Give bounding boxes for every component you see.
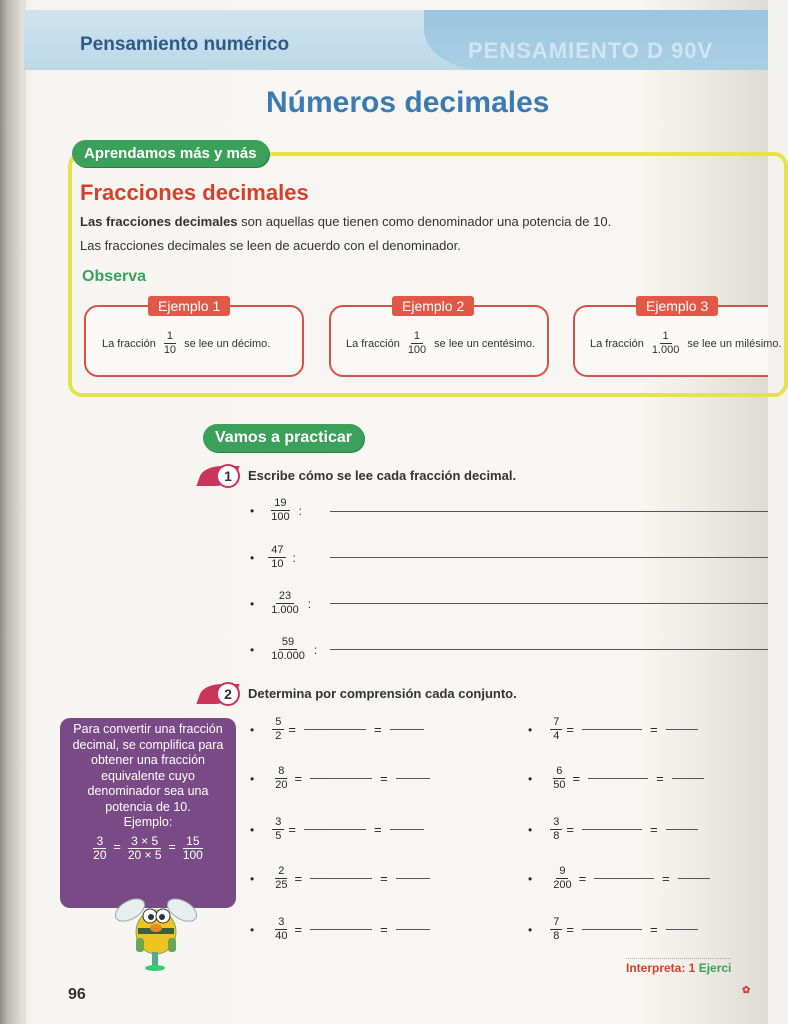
example-prefix: La fracción (590, 337, 644, 350)
answer-line-2[interactable] (330, 557, 768, 558)
bullet: • (528, 771, 533, 786)
exercise-2-right-5 (528, 916, 702, 943)
answer-blank[interactable] (396, 878, 430, 879)
bullet: • (528, 871, 533, 886)
learn-pill: Aprendamos más y más (72, 140, 269, 167)
exercise-2-right-3 (528, 816, 702, 843)
fraction-numerator: 3 (550, 816, 562, 830)
exercise-1-item-4 (250, 636, 317, 663)
equals-sign: = (649, 822, 658, 837)
fraction-denominator: 20 (93, 847, 107, 862)
tip-bubble (60, 718, 236, 908)
fraction-denominator: 8 (553, 930, 560, 942)
eq-fraction (550, 716, 562, 743)
answer-blank[interactable] (672, 778, 704, 779)
fraction-denominator: 100 (182, 847, 203, 862)
example-suffix: se lee un centésimo. (434, 337, 536, 350)
interpreta-label: Interpreta: 1 (626, 961, 696, 975)
fraction-numerator: 9 (556, 865, 568, 879)
example-suffix: se lee un décimo. (184, 337, 271, 350)
answer-blank[interactable] (582, 829, 642, 830)
answer-blank[interactable] (666, 829, 698, 830)
answer-line-1[interactable] (330, 511, 768, 512)
example-tag-2: Ejemplo 2 (392, 296, 474, 316)
bullet: • (528, 822, 533, 837)
exercise-number: 1 (216, 464, 240, 488)
fraction-numerator: 5 (272, 716, 284, 730)
answer-blank[interactable] (666, 929, 698, 930)
lesson-paragraph-1 (80, 214, 611, 229)
colon: : (307, 596, 312, 611)
competency-footer (626, 958, 731, 975)
eq-fraction (272, 865, 290, 892)
bullet: • (250, 771, 255, 786)
eq-fraction (272, 765, 290, 792)
example-prefix: La fracción (102, 337, 156, 350)
exercise-2-instruction: Determina por comprensión cada conjunto. (248, 686, 517, 701)
eq-fraction (272, 916, 290, 943)
answer-blank[interactable] (582, 729, 642, 730)
fraction-numerator: 3 (272, 816, 284, 830)
equals-sign: = (566, 822, 574, 837)
fraction-denominator: 1.000 (651, 344, 680, 356)
equals-sign: = (373, 822, 382, 837)
section-title: Pensamiento numérico (80, 34, 290, 55)
fraction-numerator: 3 (93, 835, 106, 849)
example-text-1 (102, 330, 270, 357)
equals-sign: = (288, 722, 296, 737)
answer-blank[interactable] (396, 778, 430, 779)
answer-blank[interactable] (678, 878, 710, 879)
bullet: • (528, 722, 533, 737)
fraction-denominator: 10.000 (271, 650, 305, 662)
exercise-1-item-1 (250, 497, 302, 524)
exercise-number: 2 (216, 682, 240, 706)
fraction-numerator: 3 (275, 916, 287, 930)
equals-sign: = (572, 771, 581, 786)
exercise-2-left-1 (250, 716, 428, 743)
colon: : (292, 550, 296, 565)
bullet: • (250, 822, 255, 837)
answer-blank[interactable] (310, 929, 372, 930)
equals-sign: = (566, 922, 574, 937)
eq-fraction (272, 716, 284, 743)
exercise-2-right-4 (528, 865, 714, 892)
bullet: • (250, 503, 255, 518)
item-fraction (268, 636, 308, 663)
tip-fraction-2 (125, 835, 165, 862)
example-fraction (161, 330, 179, 357)
exercise-1-item-2 (250, 544, 296, 571)
equals-sign: = (566, 722, 574, 737)
lesson-subtitle: Fracciones decimales (80, 180, 309, 205)
fraction-numerator: 1 (660, 330, 672, 344)
answer-blank[interactable] (390, 829, 424, 830)
tip-fraction-3 (180, 835, 206, 862)
fraction-denominator: 4 (553, 730, 560, 742)
answer-blank[interactable] (396, 929, 430, 930)
fraction-numerator: 8 (275, 765, 287, 779)
bullet: • (250, 596, 255, 611)
fraction-numerator: 7 (550, 916, 562, 930)
fraction-denominator: 50 (553, 779, 566, 791)
fraction-denominator: 100 (271, 511, 290, 523)
answer-blank[interactable] (304, 729, 366, 730)
fraction-numerator: 1 (411, 330, 423, 344)
example-fraction (405, 330, 429, 357)
bullet: • (250, 922, 255, 937)
example-tag-1: Ejemplo 1 (148, 296, 230, 316)
equals-sign: = (662, 871, 670, 886)
answer-blank[interactable] (582, 929, 642, 930)
example-text-3 (590, 330, 782, 357)
fraction-numerator: 19 (271, 497, 289, 511)
fraction-denominator: 5 (275, 830, 282, 842)
fraction-denominator: 20 × 5 (127, 847, 162, 862)
equals-sign: = (168, 840, 176, 855)
fraction-denominator: 10 (163, 344, 177, 356)
equals-sign: = (294, 871, 303, 886)
tip-text: Para convertir una fracción decimal, se complifica para obtener una fracción equivalente cuyo denominador sea una potencia de 10. (72, 722, 224, 814)
fraction-numerator: 1 (164, 330, 176, 344)
bullet: • (250, 642, 255, 657)
eq-fraction (550, 916, 562, 943)
bullet: • (250, 550, 255, 565)
answer-blank[interactable] (594, 878, 654, 879)
exercise-2-left-3 (250, 816, 428, 843)
fraction-numerator: 47 (268, 544, 286, 558)
answer-blank[interactable] (310, 778, 372, 779)
answer-line-4[interactable] (330, 649, 768, 650)
exercise-2-badge (200, 682, 244, 706)
equals-sign: = (380, 922, 388, 937)
lesson-bold-term: Las fracciones decimales (80, 214, 238, 229)
item-fraction (268, 590, 302, 617)
example-fraction (649, 330, 683, 357)
answer-blank[interactable] (666, 729, 698, 730)
equals-sign: = (113, 840, 121, 855)
fraction-numerator: 2 (275, 865, 287, 879)
item-fraction (268, 497, 292, 524)
exercise-1-badge (200, 464, 244, 488)
page-title: Números decimales (266, 86, 550, 119)
tip-fraction-1 (90, 835, 109, 862)
fraction-denominator: 25 (275, 879, 288, 891)
fraction-numerator: 23 (276, 590, 294, 604)
item-fraction (268, 544, 286, 571)
exercise-2-left-4 (250, 865, 434, 892)
fraction-denominator: 20 (275, 779, 288, 791)
example-text-2 (346, 330, 535, 357)
answer-blank[interactable] (310, 878, 372, 879)
fraction-numerator: 59 (279, 636, 297, 650)
fraction-numerator: 7 (550, 716, 562, 730)
fraction-denominator: 1.000 (271, 604, 299, 616)
equals-sign: = (380, 771, 388, 786)
exercise-1-item-3 (250, 590, 311, 617)
book-spine (0, 0, 26, 1024)
exercise-2-left-5 (250, 916, 434, 943)
fraction-denominator: 200 (553, 879, 572, 891)
eq-fraction (550, 765, 568, 792)
example-prefix: La fracción (346, 337, 400, 350)
fraction-denominator: 40 (275, 930, 288, 942)
equals-sign: = (294, 922, 303, 937)
lesson-p1-rest: son aquellas que tienen como denominador una potencia de 10. (237, 214, 612, 229)
answer-blank[interactable] (588, 778, 648, 779)
exercise-1-instruction: Escribe cómo se lee cada fracción decimal. (248, 468, 517, 483)
equals-sign: = (380, 871, 388, 886)
example-suffix: se lee un milésimo. (687, 337, 782, 350)
exercise-2-left-2 (250, 765, 434, 792)
fraction-numerator: 3 × 5 (128, 835, 161, 849)
tip-example-label: Ejemplo: (123, 815, 173, 829)
fraction-denominator: 2 (275, 730, 282, 742)
observa-label: Observa (82, 268, 147, 285)
colon: : (313, 642, 318, 657)
exercise-2-right-2 (528, 765, 708, 792)
example-tag-3: Ejemplo 3 (636, 296, 718, 316)
bee-mascot-icon (108, 888, 204, 972)
eq-fraction (550, 865, 574, 892)
equals-sign: = (656, 771, 664, 786)
practice-pill: Vamos a practicar (203, 424, 364, 452)
lesson-paragraph-2: Las fracciones decimales se leen de acuerdo con el denominador. (80, 238, 461, 253)
fraction-numerator: 15 (183, 835, 202, 849)
eq-fraction (272, 816, 284, 843)
fraction-numerator: 6 (553, 765, 565, 779)
bullet: • (528, 922, 533, 937)
ejercita-label: Ejerci (698, 961, 732, 975)
tip-calculation (66, 835, 230, 862)
equals-sign: = (649, 722, 658, 737)
publisher-logo-icon: ✿ (742, 985, 751, 996)
equals-sign: = (578, 871, 587, 886)
fraction-denominator: 100 (407, 344, 427, 356)
colon: : (298, 503, 302, 518)
equals-sign: = (288, 822, 296, 837)
equals-sign: = (373, 722, 382, 737)
header-ghost-text: PENSAMIENTO D 90V (468, 38, 714, 63)
fraction-denominator: 10 (271, 558, 284, 570)
equals-sign: = (649, 922, 658, 937)
fraction-denominator: 8 (553, 830, 560, 842)
answer-blank[interactable] (304, 829, 366, 830)
eq-fraction (550, 816, 562, 843)
page-number: 96 (68, 986, 86, 1003)
bullet: • (250, 871, 255, 886)
answer-blank[interactable] (390, 729, 424, 730)
bullet: • (250, 722, 255, 737)
exercise-2-right-1 (528, 716, 702, 743)
answer-line-3[interactable] (330, 603, 768, 604)
equals-sign: = (294, 771, 303, 786)
